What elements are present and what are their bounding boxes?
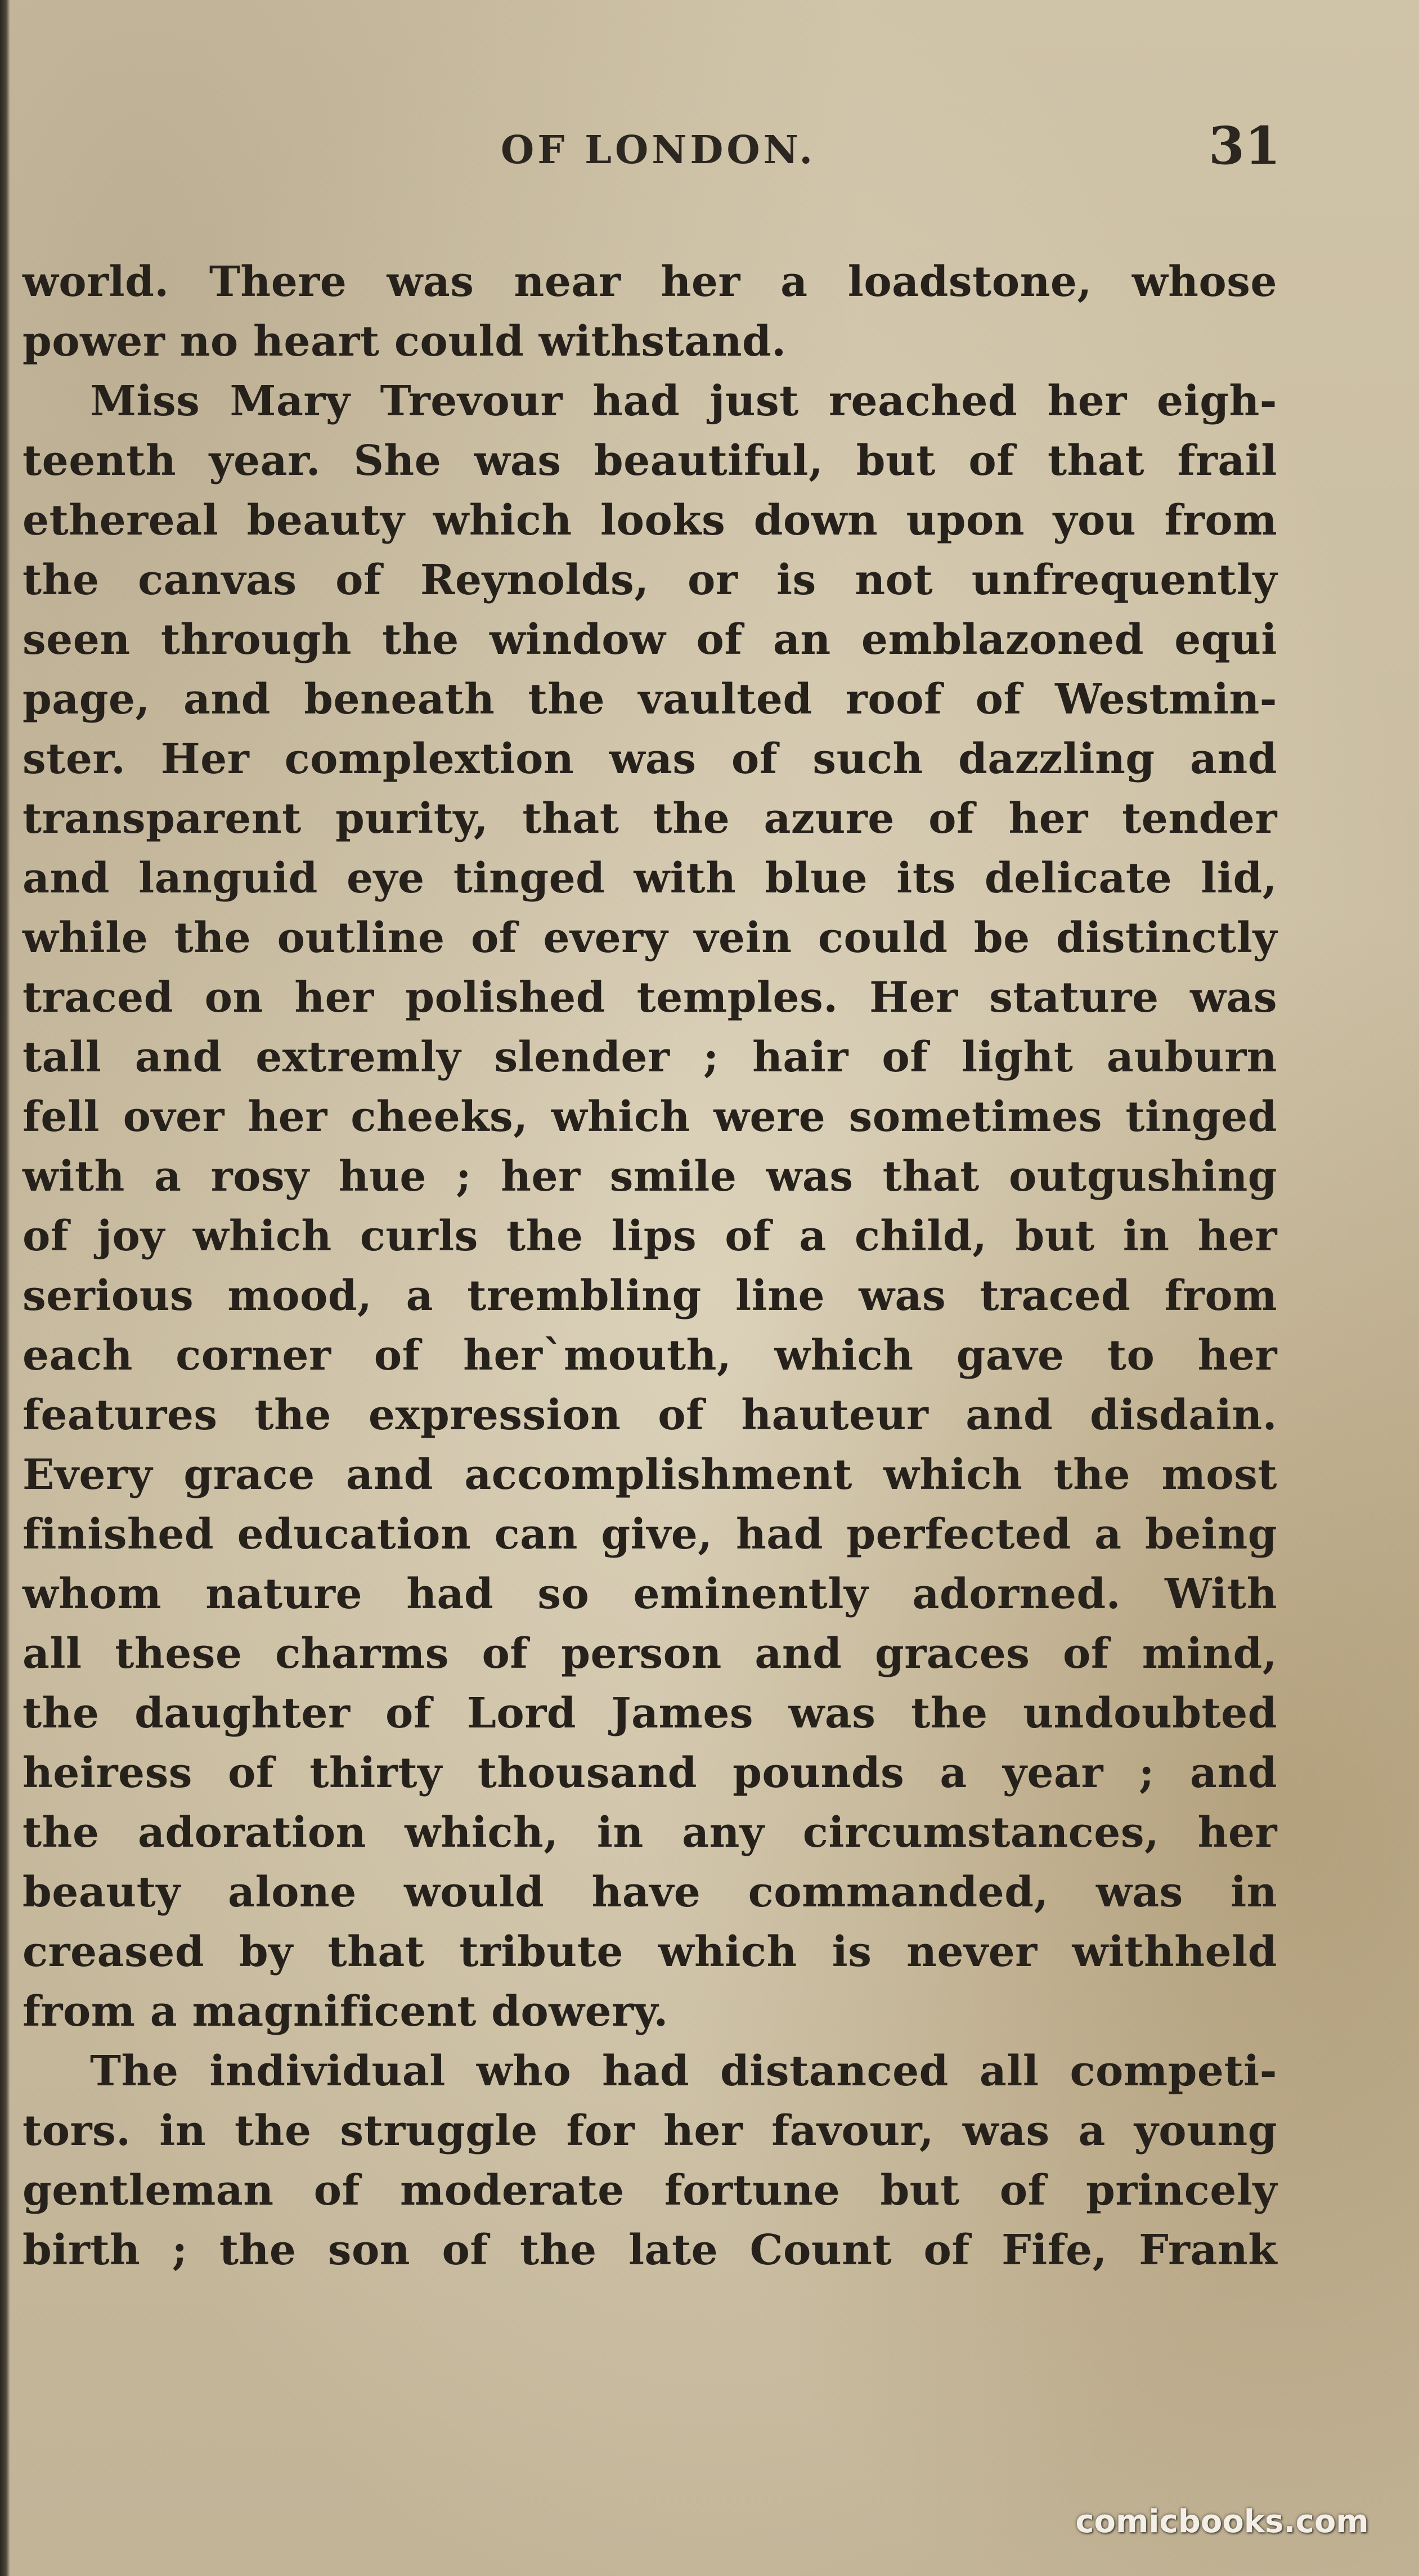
text-line: page, and beneath the vaulted roof of Westmin- [23,675,1277,724]
running-header-title: OF LONDON. [501,128,816,173]
text-line: the daughter of Lord James was the undoubted [23,1689,1277,1738]
text-line: teenth year. She was beautiful, but of that frail [23,437,1277,485]
page-number: 31 [1209,115,1281,176]
text-line: world. There was near her a loadstone, whose [23,258,1277,306]
text-line: The individual who had distanced all competi- [90,2047,1277,2095]
text-line: with a rosy hue ; her smile was that outgushing [23,1152,1277,1201]
text-line: gentleman of moderate fortune but of princely [23,2166,1277,2215]
text-line: traced on her polished temples. Her stature was [23,973,1277,1022]
text-line: the adoration which, in any circumstances, her [23,1808,1277,1857]
text-line: the canvas of Reynolds, or is not unfrequently [23,556,1277,604]
text-line: all these charms of person and graces of mind, [23,1630,1277,1678]
text-line: serious mood, a trembling line was traced from [23,1272,1277,1320]
text-line: ethereal beauty which looks down upon you from [23,496,1277,545]
text-line: features the expression of hauteur and disdain. [23,1391,1277,1439]
text-line: tall and extremly slender ; hair of light auburn [23,1033,1277,1081]
page-spine [0,0,10,2576]
text-line: of joy which curls the lips of a child, but in her [23,1212,1277,1260]
text-line: ster. Her complextion was of such dazzling and [23,735,1277,783]
text-line: creased by that tribute which is never withheld [23,1928,1277,1976]
text-line: fell over her cheeks, which were sometimes tinged [23,1093,1277,1141]
text-line: and languid eye tinged with blue its delicate lid, [23,854,1277,903]
text-line: power no heart could withstand. [23,317,787,366]
text-line: heiress of thirty thousand pounds a year ; and [23,1749,1277,1797]
text-line: seen through the window of an emblazoned equi [23,616,1277,664]
watermark: comicbooks.com [1075,2503,1369,2540]
text-line: each corner of her`mouth, which gave to her [23,1331,1277,1380]
text-line: beauty alone would have commanded, was in [23,1868,1277,1917]
text-line: transparent purity, that the azure of her tender [23,795,1277,843]
body-text [23,252,1277,2280]
text-line: whom nature had so eminently adorned. With [23,1570,1277,1618]
text-line: finished education can give, had perfected a being [23,1510,1277,1559]
text-line: birth ; the son of the late Count of Fife, Frank [23,2226,1277,2274]
text-line: tors. in the struggle for her favour, was a young [23,2107,1277,2155]
text-line: Every grace and accomplishment which the most [23,1451,1277,1499]
text-line: while the outline of every vein could be distinctly [23,914,1277,962]
text-line: Miss Mary Trevour had just reached her eigh- [90,377,1277,425]
text-line: from a magnificent dowery. [23,1987,668,2036]
running-header [0,115,1419,183]
